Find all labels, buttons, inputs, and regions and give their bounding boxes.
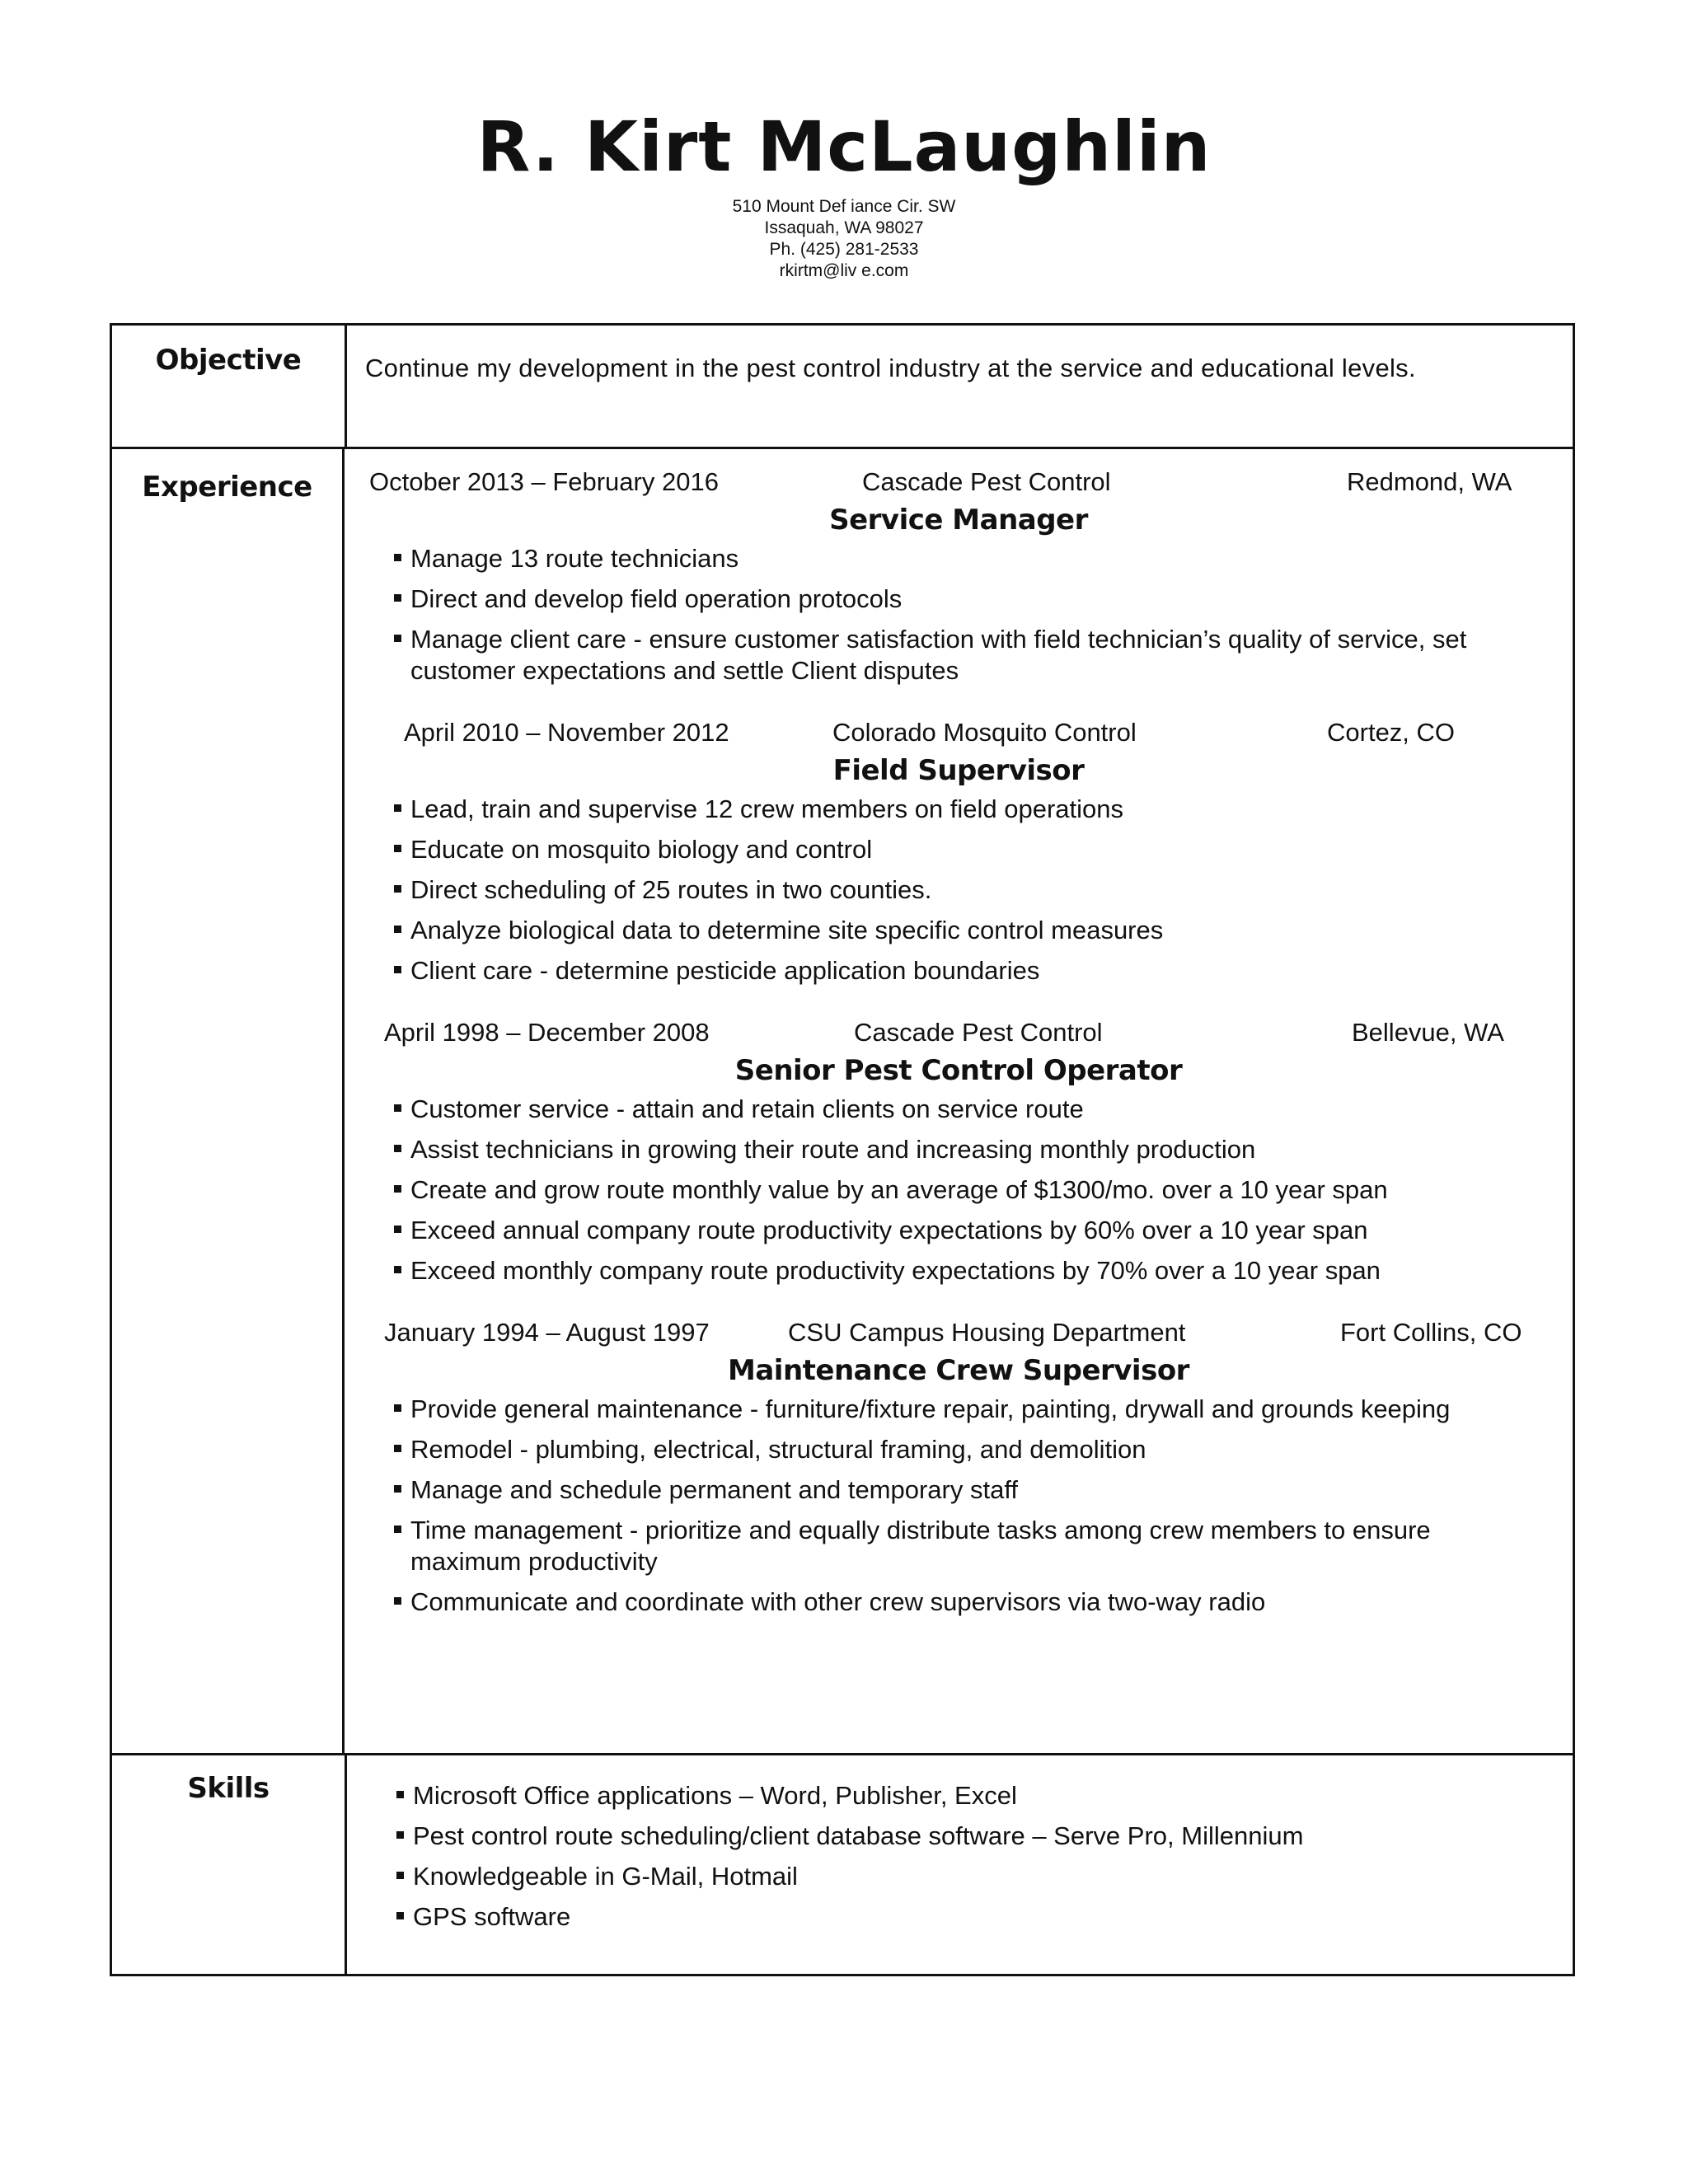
list-item: Client care - determine pesticide application boundaries xyxy=(394,955,1515,987)
list-item: Exceed annual company route productivity expectations by 60% over a 10 year span xyxy=(394,1215,1515,1246)
job-dates: January 1994 – August 1997 xyxy=(384,1318,710,1347)
address-line-2: Issaquah, WA 98027 xyxy=(764,218,924,237)
list-item: Knowledgeable in G-Mail, Hotmail xyxy=(396,1861,1517,1892)
job-location: Redmond, WA xyxy=(1347,467,1512,496)
job-meta xyxy=(345,718,1573,751)
resume-table xyxy=(110,323,1575,1976)
list-item: Provide general maintenance - furniture/fixture repair, painting, drywall and grounds keeping xyxy=(394,1394,1515,1425)
experience-row xyxy=(112,449,1573,1755)
objective-text: Continue my development in the pest control industry at the service and educational levels. xyxy=(365,354,1416,382)
objective-row xyxy=(112,326,1573,449)
job-title: Service Manager xyxy=(829,504,1088,537)
job-title: Senior Pest Control Operator xyxy=(734,1054,1183,1087)
experience-content xyxy=(345,449,1573,1753)
job-company: Colorado Mosquito Control xyxy=(832,718,1137,747)
list-item: Remodel - plumbing, electrical, structural framing, and demolition xyxy=(394,1434,1515,1465)
list-item: GPS software xyxy=(396,1901,1517,1933)
list-item: Assist technicians in growing their route and increasing monthly production xyxy=(394,1134,1515,1165)
list-item: Lead, train and supervise 12 crew members on field operations xyxy=(394,794,1515,825)
skills-row xyxy=(112,1755,1573,1974)
list-item: Time management - prioritize and equally distribute tasks among crew members to ensure maximum productivity xyxy=(394,1515,1515,1577)
job-location: Fort Collins, CO xyxy=(1340,1318,1522,1347)
job-company: Cascade Pest Control xyxy=(854,1018,1103,1047)
list-item: Direct and develop field operation protocols xyxy=(394,583,1515,615)
objective-content xyxy=(347,326,1573,447)
job-company: CSU Campus Housing Department xyxy=(788,1318,1186,1347)
list-item: Customer service - attain and retain clients on service route xyxy=(394,1094,1515,1125)
job-dates: April 1998 – December 2008 xyxy=(384,1018,710,1047)
job-meta xyxy=(345,1318,1573,1351)
job-meta xyxy=(345,1018,1573,1051)
job-entry xyxy=(345,467,1573,687)
list-item: Pest control route scheduling/client database software – Serve Pro, Millennium xyxy=(396,1821,1517,1852)
skills-label: Skills xyxy=(112,1755,347,1974)
experience-label: Experience xyxy=(112,449,345,1753)
email-address: rkirtm@liv e.com xyxy=(779,261,909,280)
job-location: Cortez, CO xyxy=(1327,718,1456,747)
list-item: Microsoft Office applications – Word, Publisher, Excel xyxy=(396,1780,1517,1811)
list-item: Direct scheduling of 25 routes in two counties. xyxy=(394,874,1515,906)
list-item: Manage client care - ensure customer satisfaction with field technician’s quality of service, set customer expectations and settle Client disputes xyxy=(394,624,1515,687)
address-line-1: 510 Mount Def iance Cir. SW xyxy=(732,197,956,216)
job-title: Field Supervisor xyxy=(832,754,1085,787)
job-dates: April 2010 – November 2012 xyxy=(404,718,729,747)
list-item: Create and grow route monthly value by an average of $1300/mo. over a 10 year span xyxy=(394,1174,1515,1206)
job-entry xyxy=(345,718,1573,987)
list-item: Exceed monthly company route productivity expectations by 70% over a 10 year span xyxy=(394,1255,1515,1286)
job-meta xyxy=(345,467,1573,500)
list-item: Educate on mosquito biology and control xyxy=(394,834,1515,865)
job-entry xyxy=(345,1018,1573,1286)
skills-list xyxy=(347,1780,1573,1933)
job-company: Cascade Pest Control xyxy=(862,467,1111,496)
contact-block xyxy=(0,196,1688,282)
job-bullets xyxy=(345,1094,1573,1286)
job-dates: October 2013 – February 2016 xyxy=(369,467,719,496)
list-item: Communicate and coordinate with other crew supervisors via two-way radio xyxy=(394,1586,1515,1618)
job-entry xyxy=(345,1318,1573,1618)
list-item: Manage 13 route technicians xyxy=(394,543,1515,574)
objective-label: Objective xyxy=(112,326,347,447)
resume-header xyxy=(0,105,1688,282)
list-item: Analyze biological data to determine site specific control measures xyxy=(394,915,1515,946)
skills-content xyxy=(347,1755,1573,1974)
job-bullets xyxy=(345,794,1573,987)
applicant-name: R. Kirt McLaughlin xyxy=(476,106,1212,187)
job-bullets xyxy=(345,1394,1573,1618)
job-title: Maintenance Crew Supervisor xyxy=(728,1354,1189,1387)
job-location: Bellevue, WA xyxy=(1352,1018,1504,1047)
job-bullets xyxy=(345,543,1573,687)
phone-number: Ph. (425) 281-2533 xyxy=(769,240,919,259)
list-item: Manage and schedule permanent and temporary staff xyxy=(394,1474,1515,1506)
